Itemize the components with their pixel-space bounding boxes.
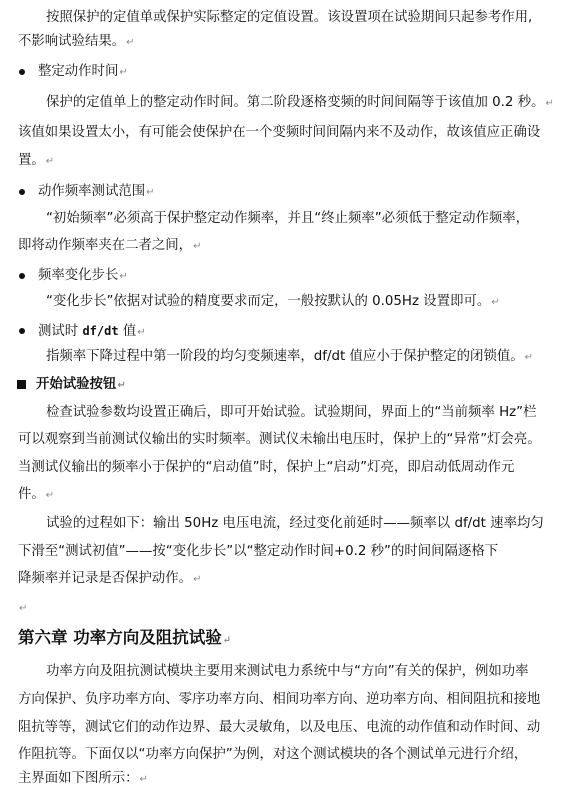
bullet-item-heading: [38, 60, 578, 84]
paragraph-mark-icon: ↵: [119, 271, 128, 282]
paragraph-line: [18, 121, 578, 145]
paragraph-line: [18, 743, 578, 767]
paragraph-mark-icon: ↵: [117, 380, 126, 391]
paragraph-line: [18, 149, 578, 173]
bullet-icon: [19, 189, 25, 195]
text: 件。: [18, 487, 45, 502]
paragraph-line: [18, 767, 578, 791]
paragraph-mark-icon: ↵: [193, 241, 202, 252]
text: 即将动作频率夹在二者之间，: [18, 238, 193, 253]
text: 主界面如下图所示：: [18, 771, 139, 786]
paragraph-line: [18, 234, 578, 258]
paragraph-mark-icon: ↵: [45, 490, 55, 501]
bullet-item-heading: [38, 180, 578, 204]
paragraph-line: [46, 207, 576, 231]
text: 值: [118, 324, 137, 339]
text: 不影响试验结果。: [18, 34, 126, 49]
paragraph-line: [46, 91, 576, 115]
paragraph-line: [18, 716, 578, 740]
text: 指频率下降过程中第一阶段的均匀变频速率，df/dt 值应小于保护整定的闭锁值。: [46, 349, 524, 364]
section-heading: [36, 373, 576, 397]
bullet-icon: [19, 69, 25, 75]
text: 该值如果设置太小，有可能会使保护在一个变频时间间隔内来不及动作，故该值应正确设: [18, 125, 541, 140]
text: 降频率并记录是否保护动作。: [18, 571, 193, 586]
text: “初始频率”必须高于保护整定动作频率，并且“终止频率”必须低于整定动作频率，: [46, 211, 530, 226]
paragraph-mark-icon: ↵: [146, 187, 155, 198]
paragraph-mark-icon: ↵: [491, 297, 500, 308]
bullet-item-heading: [38, 264, 578, 288]
paragraph-line: [18, 428, 578, 452]
paragraph-line: [46, 660, 576, 684]
text: 测试时: [38, 324, 83, 339]
text: 置。: [18, 153, 45, 168]
text: 检查试验参数均设置正确后，即可开始试验。试验期间，界面上的“当前频率 Hz”栏: [46, 405, 537, 420]
paragraph-line: [46, 512, 576, 536]
paragraph-line: [46, 401, 576, 425]
text: 整定动作时间: [38, 64, 119, 79]
paragraph-line: [18, 567, 578, 591]
paragraph-line: [46, 6, 576, 30]
bullet-item-heading: [38, 319, 578, 343]
paragraph-line: [18, 30, 578, 54]
text: 试验的过程如下：输出 50Hz 电压电流，经过变化前延时——频率以 df/dt 速率均匀: [46, 516, 544, 531]
paragraph-mark-icon: ↵: [193, 574, 202, 585]
paragraph-mark-icon: ↵: [524, 352, 534, 363]
text: 第六章 功率方向及阻抗试验: [18, 628, 222, 647]
code-text: df/dt: [82, 324, 119, 338]
empty-paragraph: [18, 596, 58, 620]
square-bullet-icon: [17, 380, 26, 389]
text: 动作频率测试范围: [38, 184, 146, 199]
paragraph-mark-icon: ↵: [126, 37, 135, 48]
text: 阻抗等等，测试它们的动作边界、最大灵敏角，以及电压、电流的动作值和动作时间、动: [18, 720, 541, 735]
text: 作阻抗等。下面仅以“功率方向保护”为例，对这个测试模块的各个测试单元进行介绍，: [18, 747, 528, 762]
text: 功率方向及阻抗测试模块主要用来测试电力系统中与“方向”有关的保护，例如功率: [46, 664, 529, 679]
text: 开始试验按钮: [36, 377, 117, 392]
bullet-icon: [19, 273, 25, 279]
text: 频率变化步长: [38, 268, 119, 283]
paragraph-mark-icon: ↵: [139, 774, 148, 785]
paragraph-line: [18, 456, 578, 480]
paragraph-mark-icon: ↵: [545, 98, 554, 109]
paragraph-line: [46, 290, 576, 314]
paragraph-mark-icon: ↵: [19, 603, 28, 614]
paragraph-mark-icon: ↵: [45, 156, 55, 167]
text: “变化步长”依据对试验的精度要求而定，一般按默认的 0.05Hz 设置即可。: [46, 294, 491, 309]
paragraph-mark-icon: ↵: [222, 635, 232, 646]
text: 下滑至“测试初值”——按“变化步长”以“整定动作时间+0.2 秒”的时间间隔逐格下: [18, 544, 499, 559]
text: 当测试仪输出的频率小于保护的“启动值”时，保护上“启动”灯亮，即启动低周动作元: [18, 460, 515, 475]
bullet-icon: [19, 328, 25, 334]
paragraph-mark-icon: ↵: [137, 327, 146, 338]
text: 保护的定值单上的整定动作时间。第二阶段逐格变频的时间间隔等于该值加 0.2 秒。: [46, 95, 545, 110]
paragraph-line: [46, 345, 576, 369]
chapter-title: [18, 624, 231, 652]
paragraph-line: [18, 483, 578, 507]
paragraph-mark-icon: ↵: [119, 67, 128, 78]
text: 按照保护的定值单或保护实际整定的定值设置。该设置项在试验期间只起参考作用,: [46, 10, 533, 25]
text: 方向保护、负序功率方向、零序功率方向、相间功率方向、逆功率方向、相间阻抗和接地: [18, 692, 541, 707]
paragraph-line: [18, 688, 578, 712]
paragraph-line: [18, 540, 578, 564]
text: 可以观察到当前测试仪输出的实时频率。测试仪未输出电压时，保护上的“异常”灯会亮。: [18, 432, 541, 447]
